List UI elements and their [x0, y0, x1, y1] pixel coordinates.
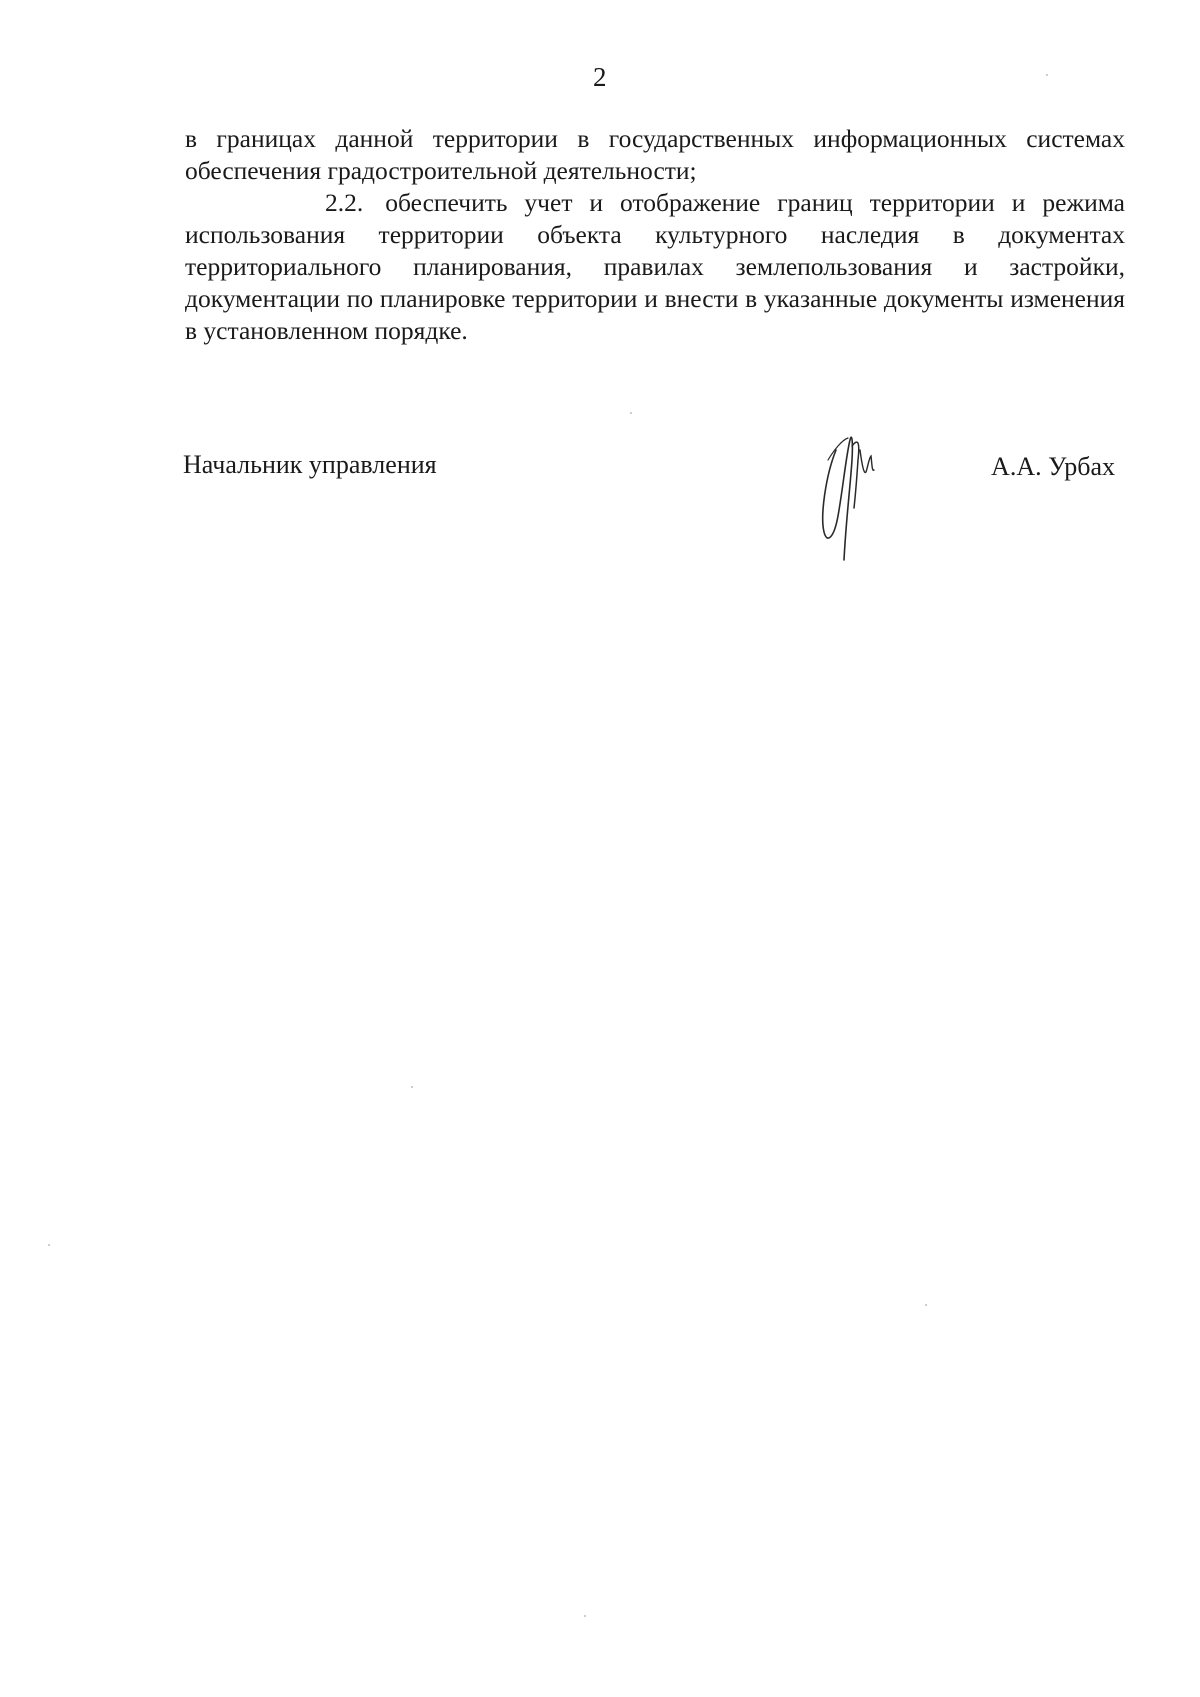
scan-speck: [925, 1304, 927, 1306]
signatory-name: А.А. Урбах: [991, 452, 1115, 481]
scan-speck: [411, 1086, 413, 1088]
page-number: 2: [593, 62, 607, 92]
handwritten-signature: [808, 420, 908, 570]
signatory-title: Начальник управления: [183, 450, 437, 479]
scan-speck: [1046, 74, 1048, 76]
scan-speck: [630, 412, 632, 414]
scan-speck: [584, 1615, 586, 1617]
document-body: [185, 123, 1125, 347]
signature-block: [183, 450, 1123, 580]
paragraph-number: 2.2.: [325, 188, 364, 217]
paragraph-text: обеспечить учет и отображение границ территории и режима использования территории объекта культурного наследия в документах территориального планирования, правилах землепользования и застройки, документации по планировке территории и внести в указанные документы изменения в установленном порядке.: [185, 188, 1125, 345]
paragraph-continuation: в границах данной территории в государственных информационных системах обеспечения градостроительной деятельности;: [185, 124, 1125, 185]
paragraph-2-2: [185, 187, 1125, 347]
scan-speck: [48, 1244, 50, 1246]
